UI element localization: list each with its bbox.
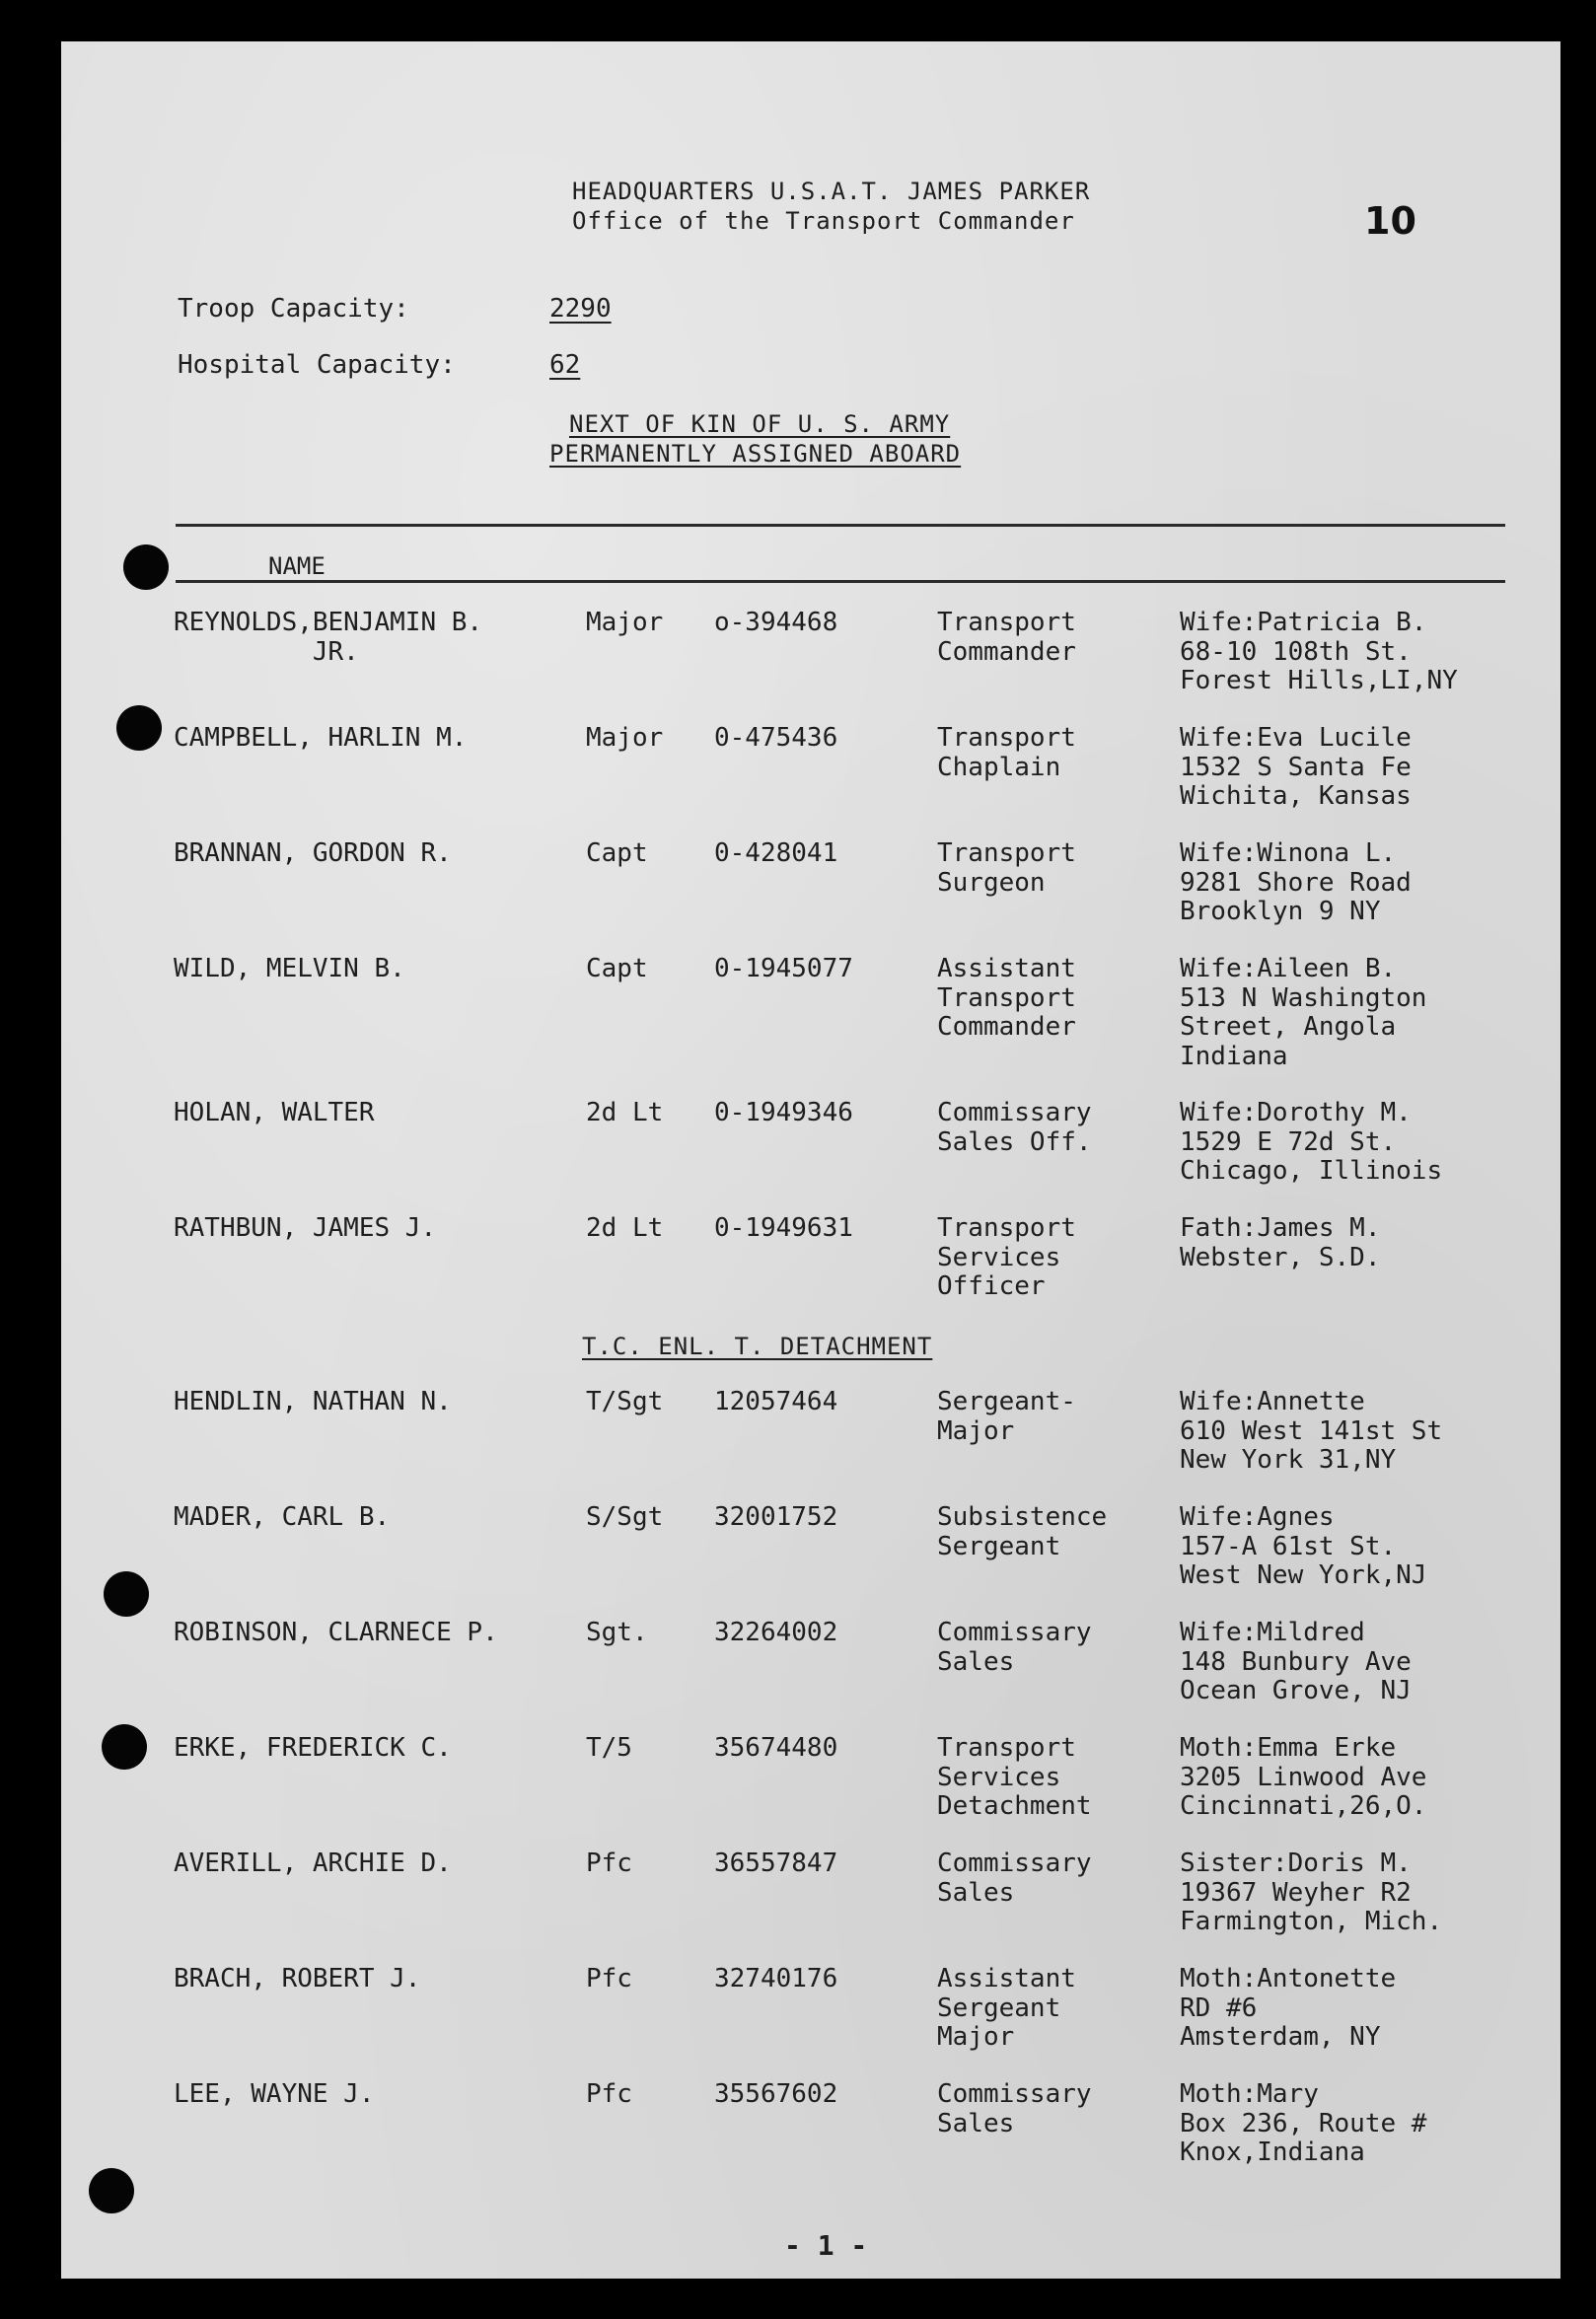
record-next-of-kin: Wife:Patricia B. 68-10 108th St. Forest Hills,LI,NY [1180, 608, 1458, 695]
record-duty: Transport Services Officer [937, 1213, 1076, 1301]
record-serial-number: 35674480 [714, 1733, 838, 1763]
record-rank: T/5 [586, 1733, 632, 1763]
record-rank: Pfc [586, 1964, 632, 1993]
record-duty: Transport Commander [937, 608, 1076, 667]
record-next-of-kin: Wife:Dorothy M. 1529 E 72d St. Chicago, Illinois [1180, 1098, 1443, 1186]
record-next-of-kin: Moth:Antonette RD #6 Amsterdam, NY [1180, 1964, 1397, 2052]
record-serial-number: 0-1949631 [714, 1213, 853, 1243]
punch-hole [89, 2168, 134, 2213]
record-duty: Transport Surgeon [937, 838, 1076, 898]
punch-hole [102, 1724, 147, 1770]
header-line-2: Office of the Transport Commander [572, 207, 1075, 235]
record-name: LEE, WAYNE J. [174, 2079, 375, 2109]
record-name: HENDLIN, NATHAN N. [174, 1387, 452, 1416]
record-next-of-kin: Wife:Annette 610 West 141st St New York 31,NY [1180, 1387, 1443, 1475]
punch-hole [116, 705, 162, 751]
record-duty: Commissary Sales [937, 1848, 1092, 1908]
record-rank: Pfc [586, 1848, 632, 1878]
record-duty: Subsistence Sergeant [937, 1502, 1108, 1561]
hospital-capacity-value: 62 [549, 350, 581, 380]
record-serial-number: 0-1945077 [714, 954, 853, 983]
record-rank: Pfc [586, 2079, 632, 2109]
record-name: CAMPBELL, HARLIN M. [174, 723, 468, 753]
record-rank: 2d Lt [586, 1098, 664, 1127]
record-duty: Commissary Sales [937, 2079, 1092, 2138]
record-duty: Commissary Sales Off. [937, 1098, 1092, 1157]
record-serial-number: 0-428041 [714, 838, 838, 868]
record-serial-number: 32264002 [714, 1618, 838, 1647]
page-footer: - 1 - [784, 2229, 868, 2262]
record-serial-number: 0-475436 [714, 723, 838, 753]
record-name: ERKE, FREDERICK C. [174, 1733, 452, 1763]
troop-capacity-value: 2290 [549, 294, 612, 324]
punch-hole [123, 544, 169, 590]
record-serial-number: 0-1949346 [714, 1098, 853, 1127]
record-rank: 2d Lt [586, 1213, 664, 1243]
record-serial-number: 32001752 [714, 1502, 838, 1532]
record-rank: Sgt. [586, 1618, 648, 1647]
record-rank: T/Sgt [586, 1387, 664, 1416]
record-next-of-kin: Wife:Mildred 148 Bunbury Ave Ocean Grove, NJ [1180, 1618, 1412, 1705]
record-serial-number: o-394468 [714, 608, 838, 637]
record-rank: S/Sgt [586, 1502, 664, 1532]
record-name: HOLAN, WALTER [174, 1098, 375, 1127]
record-next-of-kin: Fath:James M. Webster, S.D. [1180, 1213, 1381, 1272]
record-duty: Assistant Sergeant Major [937, 1964, 1076, 2052]
section-title: T.C. ENL. T. DETACHMENT [582, 1333, 933, 1360]
troop-capacity-label: Troop Capacity: [178, 294, 409, 324]
record-serial-number: 35567602 [714, 2079, 838, 2109]
record-name: ROBINSON, CLARNECE P. [174, 1618, 498, 1647]
record-name: REYNOLDS,BENJAMIN B. JR. [174, 608, 483, 667]
record-duty: Assistant Transport Commander [937, 954, 1076, 1042]
name-column-header: NAME [268, 552, 326, 580]
record-name: BRANNAN, GORDON R. [174, 838, 452, 868]
record-next-of-kin: Moth:Emma Erke 3205 Linwood Ave Cincinnati,26,O. [1180, 1733, 1427, 1821]
record-name: AVERILL, ARCHIE D. [174, 1848, 452, 1878]
hospital-capacity-label: Hospital Capacity: [178, 350, 456, 380]
header-line-1: HEADQUARTERS U.S.A.T. JAMES PARKER [572, 178, 1091, 205]
record-duty: Transport Services Detachment [937, 1733, 1092, 1821]
record-serial-number: 36557847 [714, 1848, 838, 1878]
record-name: BRACH, ROBERT J. [174, 1964, 421, 1993]
record-name: WILD, MELVIN B. [174, 954, 405, 983]
record-duty: Commissary Sales [937, 1618, 1092, 1677]
record-next-of-kin: Sister:Doris M. 19367 Weyher R2 Farmington, Mich. [1180, 1848, 1443, 1936]
record-rank: Major [586, 723, 664, 753]
record-name: RATHBUN, JAMES J. [174, 1213, 437, 1243]
record-rank: Capt [586, 954, 648, 983]
record-next-of-kin: Wife:Eva Lucile 1532 S Santa Fe Wichita, Kansas [1180, 723, 1412, 811]
record-name: MADER, CARL B. [174, 1502, 391, 1532]
header-bottom-rule [176, 580, 1505, 583]
table-top-rule [176, 524, 1505, 527]
title-line-1: NEXT OF KIN OF U. S. ARMY [569, 410, 951, 438]
page-number: 10 [1364, 199, 1416, 243]
title-line-2: PERMANENTLY ASSIGNED ABOARD [549, 440, 962, 468]
record-rank: Major [586, 608, 664, 637]
record-next-of-kin: Wife:Agnes 157-A 61st St. West New York,NJ [1180, 1502, 1427, 1590]
punch-hole [104, 1571, 149, 1617]
record-next-of-kin: Wife:Winona L. 9281 Shore Road Brooklyn 9 NY [1180, 838, 1412, 926]
record-serial-number: 32740176 [714, 1964, 838, 1993]
record-next-of-kin: Wife:Aileen B. 513 N Washington Street, Angola Indiana [1180, 954, 1427, 1071]
record-duty: Sergeant- Major [937, 1387, 1076, 1446]
record-next-of-kin: Moth:Mary Box 236, Route # Knox,Indiana [1180, 2079, 1427, 2167]
record-rank: Capt [586, 838, 648, 868]
record-duty: Transport Chaplain [937, 723, 1076, 782]
record-serial-number: 12057464 [714, 1387, 838, 1416]
